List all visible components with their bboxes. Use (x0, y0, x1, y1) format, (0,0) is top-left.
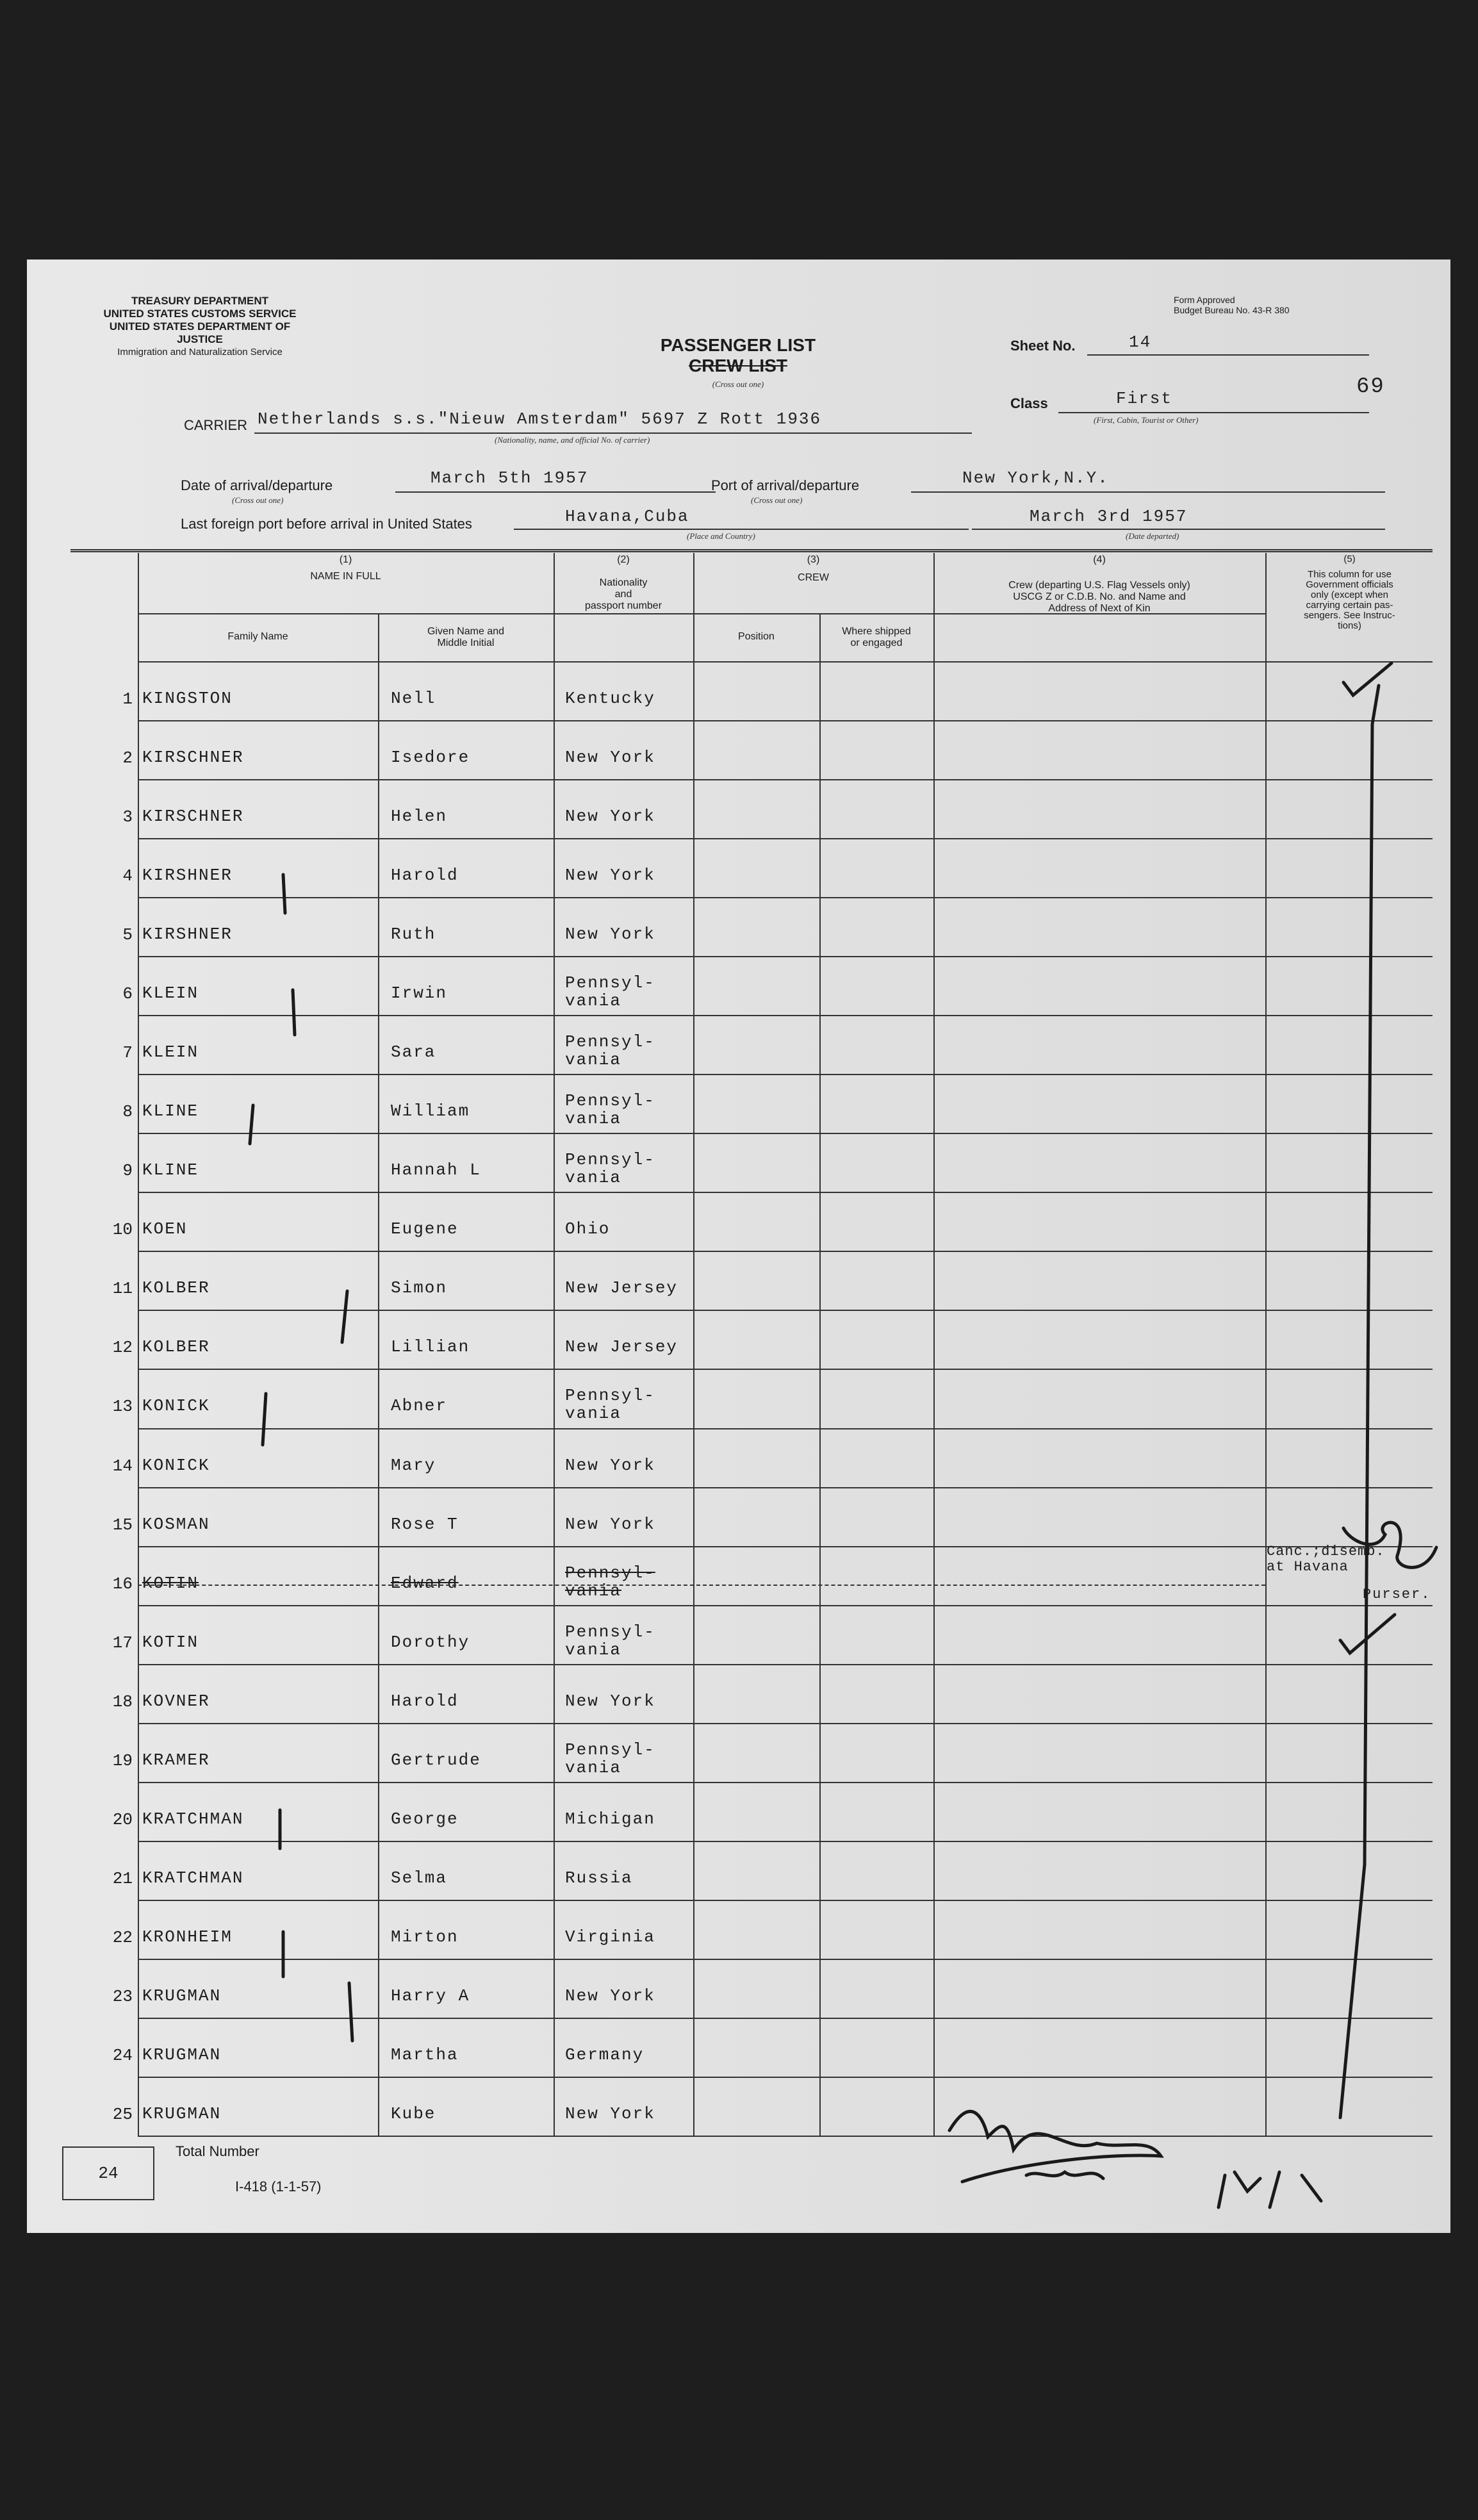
given-name: Lillian (391, 1337, 470, 1357)
nationality-line-1: Pennsyl- (565, 1386, 655, 1406)
given-name: Kube (391, 2104, 436, 2123)
nationality: New York (565, 2104, 655, 2123)
nationality-line-2: vania (565, 991, 622, 1011)
col2-title-1: Nationality (599, 577, 648, 588)
column5-bracket-line (1340, 686, 1379, 2118)
class-label: Class (1010, 395, 1048, 411)
row-number: 20 (112, 1809, 133, 1829)
col5-title-2: Government officials (1306, 579, 1393, 590)
agency-line-justice: UNITED STATES DEPARTMENT OF JUSTICE (109, 320, 291, 345)
nationality-line-2: vania (565, 1109, 622, 1129)
given-name: George (391, 1809, 459, 1829)
given-name: Nell (391, 689, 436, 708)
form-number: I-418 (1-1-57) (235, 2178, 322, 2195)
title-passenger-list: PASSENGER LIST (660, 335, 816, 355)
handwritten-marks (27, 259, 1450, 2233)
nationality: Germany (565, 2045, 645, 2064)
nationality: New York (565, 1986, 655, 2005)
row-number: 12 (112, 1338, 133, 1358)
total-number-label: Total Number (176, 2143, 259, 2159)
port-label: Port of arrival/departure (711, 477, 860, 493)
col4-title-1: Crew (departing U.S. Flag Vessels only) (1008, 580, 1190, 591)
family-name: KRATCHMAN (142, 1868, 244, 1888)
agency-line-customs: UNITED STATES CUSTOMS SERVICE (103, 308, 297, 320)
last-port-value: Havana,Cuba (565, 507, 689, 526)
date-label-text: Date of arrival/departure (181, 477, 333, 493)
check-mark-top (1343, 663, 1392, 695)
row-number: 7 (122, 1043, 133, 1063)
row-number: 17 (112, 1633, 133, 1652)
row-number: 22 (112, 1927, 133, 1947)
family-name: KRUGMAN (142, 2104, 222, 2123)
col1-title: NAME IN FULL (310, 571, 381, 582)
port-caption: (Cross out one) (751, 495, 803, 505)
family-name: KIRSCHNER (142, 807, 244, 827)
title-crew-list: CREW LIST (689, 356, 787, 375)
nationality: New Jersey (565, 1337, 678, 1357)
manifest-sheet (27, 259, 1450, 2233)
row-number: 14 (112, 1456, 133, 1476)
col2-title-3: passport number (584, 600, 662, 611)
family-name: KINGSTON (142, 689, 233, 708)
col4-title-2: USCG Z or C.D.B. No. and Name and (1013, 591, 1186, 602)
row-number: 24 (112, 2045, 133, 2065)
given-name: Gertrude (391, 1750, 481, 1770)
nationality: New York (565, 925, 655, 944)
col2-title-2: and (614, 589, 632, 600)
col5-number: (5) (1343, 554, 1356, 564)
nationality: Kentucky (565, 689, 655, 708)
col2-number: (2) (617, 554, 630, 565)
row-number: 18 (112, 1692, 133, 1711)
nationality-line-2: vania (565, 1758, 622, 1777)
last-port-caption: (Place and Country) (687, 531, 755, 541)
row-number: 5 (122, 925, 133, 945)
given-name: William (391, 1101, 470, 1121)
sheet-label: Sheet No. (1010, 338, 1076, 354)
position-header: Position (738, 631, 775, 642)
given-name: Selma (391, 1868, 448, 1888)
signature-initials (1026, 2172, 1103, 2178)
row-number: 3 (122, 807, 133, 827)
row-number: 10 (112, 1220, 133, 1240)
nationality: Ohio (565, 1219, 611, 1239)
nationality-line-2: vania (565, 1050, 622, 1070)
family-name: KIRSHNER (142, 866, 233, 885)
col5-title-4: carrying certain pas- (1306, 600, 1393, 611)
nationality: New Jersey (565, 1278, 678, 1298)
col3-number: (3) (807, 554, 820, 565)
row-number: 21 (112, 1868, 133, 1888)
purser-label: Purser. (1363, 1586, 1431, 1602)
col3-title: CREW (798, 572, 829, 583)
departed-caption: (Date departed) (1126, 531, 1179, 541)
family-name: KRUGMAN (142, 1986, 222, 2005)
given-name: Isedore (391, 748, 470, 768)
family-name: KOVNER (142, 1691, 210, 1711)
nationality-line-1: Pennsyl- (565, 973, 655, 993)
row-number: 2 (122, 748, 133, 768)
nationality-line-1: Pennsyl- (565, 1563, 655, 1583)
given-name: Simon (391, 1278, 448, 1298)
family-name: KOSMAN (142, 1514, 210, 1534)
row-number: 8 (122, 1102, 133, 1122)
tally-marks (250, 875, 352, 2041)
col5-title-1: This column for use (1308, 569, 1392, 580)
row-number: 15 (112, 1515, 133, 1535)
given-name: Helen (391, 807, 448, 827)
given-name: Harold (391, 866, 459, 885)
family-name: KONICK (142, 1455, 210, 1475)
row-number: 19 (112, 1750, 133, 1770)
family-name: KLINE (142, 1101, 199, 1121)
nationality: Michigan (565, 1809, 655, 1829)
sheet-value: 14 (1129, 333, 1152, 352)
nationality-line-1: Pennsyl- (565, 1091, 655, 1111)
given-name: Sara (391, 1042, 436, 1062)
row-number: 6 (122, 984, 133, 1004)
class-value: First (1116, 389, 1173, 408)
row-number: 25 (112, 2104, 133, 2124)
given-name: Harold (391, 1691, 459, 1711)
budget-bureau-line: Budget Bureau No. 43-R 380 (1174, 305, 1290, 315)
col1-number: (1) (339, 554, 352, 565)
row-number: 23 (112, 1986, 133, 2006)
nationality-line-1: Pennsyl- (565, 1032, 655, 1052)
handwritten-count-marks (1219, 2172, 1321, 2207)
signature (949, 2111, 1161, 2182)
nationality: New York (565, 1455, 655, 1475)
row-number: 11 (112, 1279, 133, 1299)
carrier-caption: (Nationality, name, and official No. of carrier) (495, 435, 650, 445)
family-name: KOTIN (142, 1573, 199, 1593)
nationality-line-1: Pennsyl- (565, 1622, 655, 1642)
given-name: Harry A (391, 1986, 470, 2005)
nationality: New York (565, 866, 655, 885)
given-name: Eugene (391, 1219, 459, 1239)
page-number: 69 (1356, 375, 1385, 399)
row-number: 9 (122, 1161, 133, 1181)
family-name: KIRSHNER (142, 925, 233, 944)
given-name-header-1: Given Name and (427, 626, 505, 637)
agency-line-treasury: TREASURY DEPARTMENT (131, 295, 269, 307)
col5-title-3: only (except when (1311, 589, 1388, 600)
nationality-line-2: vania (565, 1581, 622, 1601)
date-value: March 5th 1957 (431, 468, 589, 488)
nationality: New York (565, 807, 655, 827)
last-port-label: Last foreign port before arrival in United States (181, 516, 472, 532)
nationality: New York (565, 1691, 655, 1711)
given-name: Mary (391, 1455, 436, 1475)
carrier-label: CARRIER (184, 417, 248, 433)
family-name: KRATCHMAN (142, 1809, 244, 1829)
nationality-line-2: vania (565, 1640, 622, 1659)
nationality-line-1: Pennsyl- (565, 1150, 655, 1170)
family-name: KRAMER (142, 1750, 210, 1770)
nationality: Russia (565, 1868, 633, 1888)
nationality: New York (565, 1514, 655, 1534)
title-caption: (Cross out one) (712, 379, 764, 389)
agency-line-ins: Immigration and Naturalization Service (117, 347, 283, 358)
form-approved-line: Form Approved (1174, 295, 1235, 305)
given-name: Hannah L (391, 1160, 481, 1180)
cancel-note-line-2: at Havana (1267, 1559, 1349, 1575)
shipped-header-2: or engaged (850, 638, 903, 648)
class-caption: (First, Cabin, Tourist or Other) (1094, 415, 1199, 425)
carrier-value: Netherlands s.s."Nieuw Amsterdam" 5697 Z Rott 1936 (258, 409, 822, 429)
shipped-header-1: Where shipped (842, 626, 911, 637)
col5-title-6: tions) (1338, 620, 1361, 631)
col5-title-5: sengers. See Instruc- (1304, 610, 1395, 621)
port-value: New York,N.Y. (962, 468, 1109, 488)
nationality-line-2: vania (565, 1404, 622, 1424)
nationality: Virginia (565, 1927, 655, 1947)
family-name: KONICK (142, 1396, 210, 1416)
family-name: KOLBER (142, 1337, 210, 1357)
family-name: KLINE (142, 1160, 199, 1180)
col4-title-3: Address of Next of Kin (1048, 603, 1151, 614)
family-name-header: Family Name (227, 631, 288, 642)
nationality-line-1: Pennsyl- (565, 1740, 655, 1759)
family-name: KRONHEIM (142, 1927, 233, 1947)
family-name: KOEN (142, 1219, 188, 1239)
nationality: New York (565, 748, 655, 768)
given-name: Dorothy (391, 1632, 470, 1652)
row-number: 4 (122, 866, 133, 886)
family-name: KLEIN (142, 984, 199, 1003)
departed-value: March 3rd 1957 (1030, 507, 1188, 526)
row-number: 16 (112, 1574, 133, 1594)
col4-number: (4) (1093, 554, 1106, 565)
row-number: 1 (122, 689, 133, 709)
given-name: Irwin (391, 984, 448, 1003)
family-name: KOTIN (142, 1632, 199, 1652)
given-name-header-2: Middle Initial (437, 638, 495, 648)
given-name: Rose T (391, 1514, 459, 1534)
given-name: Edward (391, 1573, 459, 1593)
row-number: 13 (112, 1397, 133, 1417)
given-name: Ruth (391, 925, 436, 944)
family-name: KOLBER (142, 1278, 210, 1298)
date-caption: (Cross out one) (232, 495, 284, 505)
given-name: Mirton (391, 1927, 459, 1947)
given-name: Abner (391, 1396, 448, 1416)
total-number-box: 24 (62, 2146, 154, 2200)
purser-signature (1343, 1522, 1436, 1567)
nationality-line-2: vania (565, 1168, 622, 1188)
cancel-note-line-1: Canc.;disemb. (1267, 1544, 1385, 1560)
family-name: KIRSCHNER (142, 748, 244, 768)
family-name: KLEIN (142, 1042, 199, 1062)
given-name: Martha (391, 2045, 459, 2064)
family-name: KRUGMAN (142, 2045, 222, 2064)
